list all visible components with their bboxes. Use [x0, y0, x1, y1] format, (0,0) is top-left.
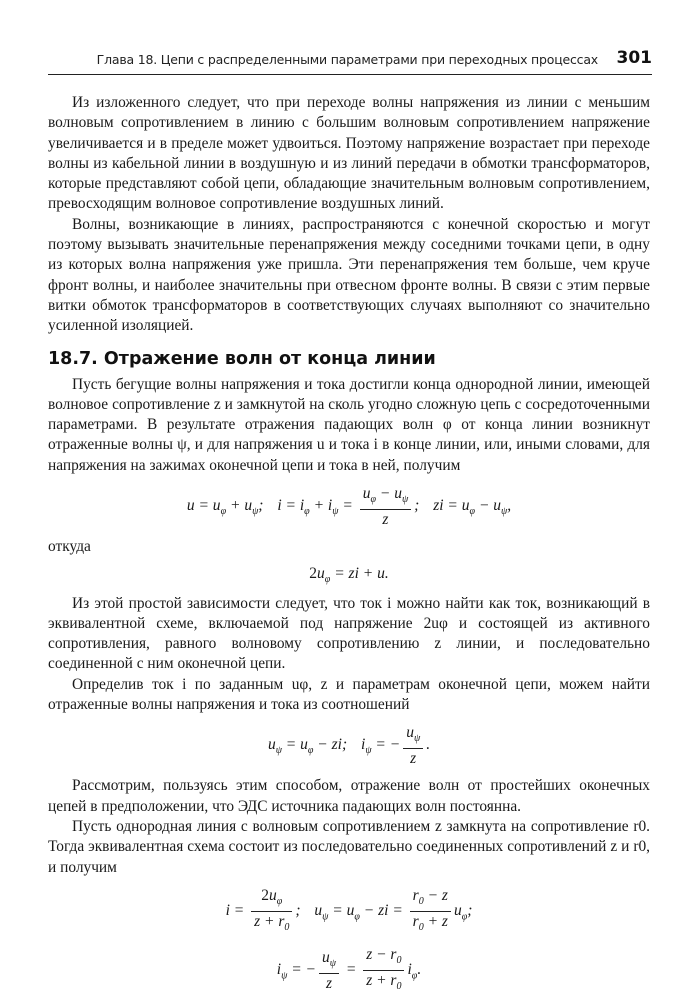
paragraph-5: Из этой простой зависимости следует, что ток i можно найти как ток, возникающий в эквивалентной схеме, включаемой под напряжение 2uφ и состоящей из активного сопротивления, равного волновому сопротивлению z линии, и последовательно соединенной с ним оконечной цепи.: [48, 594, 650, 673]
running-header: [48, 48, 652, 75]
formula-2: $2u_\varphi$ = zi + u.: [309, 565, 389, 586]
formula-1: $u = u_\varphi + u_\psi$; $i = i_\varphi + i_\psi$ = $\frac{u_\varphi - u_\psi}{z}$ ; zi = $u_\varphi - u_\psi$,: [186, 485, 512, 529]
paragraph-7: Рассмотрим, пользуясь этим способом, отражение волн от простейших оконечных цепей в предположении, что ЭДС источника падающих волн постоянна.: [48, 777, 650, 815]
body-text: [48, 93, 650, 1004]
page-number: 301: [616, 48, 652, 68]
paragraph-2: Волны, возникающие в линиях, распространяются с конечной скоростью и могут поэтому вызывать значительные перенапряжения между соседними точками цепи, в одну из которых волна напряжения уже пришла. Эти перенапряжения тем больше, чем круче фронт волны, и наиболее значительны при отвесном фронте волны. В связи с этим первые витки обмоток трансформаторов в соответствующих случаях выполняют со значительно усиленной изоляцией.: [48, 215, 650, 335]
running-title: Глава 18. Цепи с распределенными параметрами при переходных процессах: [96, 52, 598, 67]
formula-3: $u_\psi = u_\varphi$ − zi; $i_\psi$ = − $\frac{u_\psi}{z}$ .: [267, 724, 431, 768]
paragraph-4: откуда: [48, 538, 91, 556]
section-title: 18.7. Отражение волн от конца линии: [48, 348, 436, 369]
paragraph-1: Из изложенного следует, что при переходе волны напряжения из линии с меньшим волновым сопротивлением в линию с большим волновым сопротивлением напряжение увеличивается и в пределе может удвоиться. Поэтому напряжение возрастает при переходе волны из кабельной линии в воздушную и из линий передачи в обмотки трансформаторов, которые представляют собой цепи, обладающие значительным волновым сопротивлением, превосходящим волновое сопротивление воздушных линий.: [48, 94, 650, 213]
formula-5: $i_\psi$ = − $\frac{u_\psi}{z}$ = $\frac{z - r_0}{z + r_0}$ $i_\varphi$.: [276, 946, 422, 993]
formula-4: i = $\frac{2u_\varphi}{z + r_0}$ ; $u_\psi = u_\varphi$ − zi = $\frac{r_0 - z}{r_0 + z}$ $u_\varphi$;: [225, 886, 473, 934]
paragraph-8: Пусть однородная линия с волновым сопротивлением z замкнута на сопротивление r0. Тогда эквивалентная схема состоит из последовательно соединенных сопротивлений z и r0, и получим: [48, 818, 650, 876]
paragraph-3: Пусть бегущие волны напряжения и тока достигли конца однородной линии, имеющей волновое сопротивление z и замкнутой на сколь угодно сложную цепь с сосредоточенными параметрами. В результате отражения падающих волн φ от конца линии возникнут отраженные волны ψ, и для напряжения u и тока i в конце линии, или, иными словами, для напряжения на зажимах оконечной цепи и тока в ней, получим: [48, 375, 650, 474]
paragraph-6: Определив ток i по заданным uφ, z и параметрам оконечной цепи, можем найти отраженные волны напряжения и тока из соотношений: [48, 675, 650, 714]
